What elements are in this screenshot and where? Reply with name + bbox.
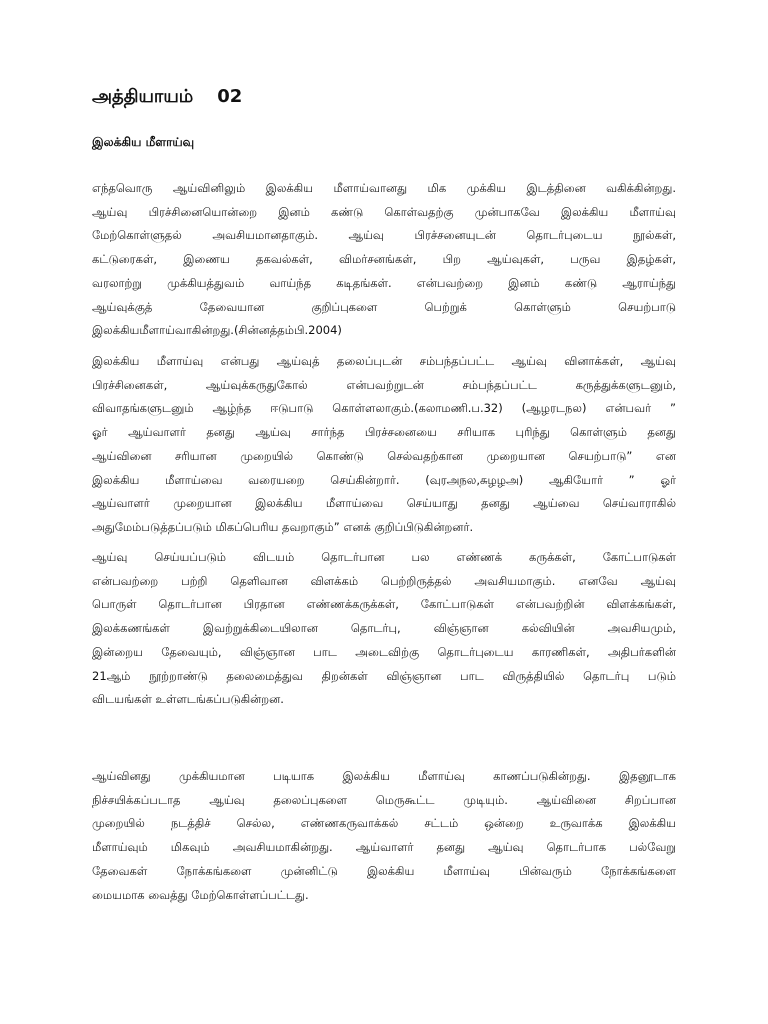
text-line: ஓர் ஆய்வாளர் தனது ஆய்வு சார்ந்த பிரச்சனையை சரியாக புரிந்து கொள்ளும் தனது <box>92 425 676 440</box>
text-line: பொருள் தொடர்பான பிரதான எண்ணக்கருக்கள், கோட்பாடுகள் என்பவற்றின் விளக்கங்கள், <box>92 597 676 612</box>
text-line: தேவைகள் நோக்கங்களை முன்னிட்டு இலக்கிய மீளாய்வு பின்வரும் நோக்கங்களை <box>92 863 676 878</box>
paragraph-4 <box>92 765 676 907</box>
text-line: ஆய்வு செய்யப்படும் விடயம் தொடர்பான பல எண்ணக் கருக்கள், கோட்பாடுகள் <box>92 550 676 564</box>
text-line: 21ஆம் நூற்றாண்டு தலைமைத்துவ திறன்கள் விஞ்ஞான பாட விருத்தியில் தொடர்பு படும் <box>92 668 676 683</box>
text-line: மையமாக வைத்து மேற்கொள்ளப்பட்டது. <box>92 887 309 902</box>
paragraph-1 <box>92 177 676 343</box>
chapter-label: அத்தியாயம் <box>92 86 194 107</box>
chapter-number: 02 <box>217 86 243 107</box>
text-line: ஆய்வினது முக்கியமான படியாக இலக்கிய மீளாய்வு காணப்படுகின்றது. இதனூடாக <box>92 769 676 783</box>
paragraph-3 <box>92 546 676 712</box>
text-line: இன்றைய தேவையும், விஞ்ஞான பாட அடைவிற்கு தொடர்புடைய காரணிகள், அதிபர்களின் <box>92 644 676 659</box>
text-line: இலக்கிய மீளாய்வு என்பது ஆய்வுத் தலைப்புடன் சம்பந்தப்பட்ட ஆய்வு வினாக்கள், ஆய்வு <box>92 354 676 368</box>
text-line: ஆய்வுக்குத் தேவையான குறிப்புகளை பெற்றுக் கொள்ளும் செயற்பாடு <box>92 299 676 314</box>
text-line: ஆய்வு பிரச்சினையொன்றை இனம் கண்டு கொள்வதற்கு முன்பாகவே இலக்கிய மீளாய்வு <box>92 204 676 219</box>
text-line: ஆய்வாளர் முறையான இலக்கிய மீளாய்வை செய்யாது தனது ஆய்வை செய்வாராகில் <box>92 496 676 511</box>
text-line: வரலாற்று முக்கியத்துவம் வாய்ந்த கடிதங்கள். என்பவற்றை இனம் கண்டு ஆராய்ந்து <box>92 275 676 290</box>
text-line: எந்தவொரு ஆய்வினிலும் இலக்கிய மீளாய்வானது மிக முக்கிய இடத்தினை வகிக்கின்றது. <box>92 181 676 195</box>
text-line: பிரச்சினைகள், ஆய்வுக்கருதுகோல் என்பவற்றுடன் சம்பந்தப்பட்ட கருத்துக்களுடனும், <box>92 377 676 392</box>
text-line: என்பவற்றை பற்றி தெளிவான விளக்கம் பெற்றிருத்தல் அவசியமாகும். எனவே ஆய்வு <box>92 573 676 588</box>
text-line: அதுமேம்படுத்தப்படும் மிகப்பெரிய தவறாகும்” எனக் குறிப்பிடுகின்றனர். <box>92 519 474 534</box>
text-line: இலக்கிய மீளாய்வை வரையறை செய்கின்றார். (வுரஅநல,சுழழஅ) ஆகியோர் ” ஓர் <box>92 472 676 487</box>
section-heading: இலக்கிய மீளாய்வு <box>92 135 195 149</box>
chapter-title <box>92 86 242 109</box>
text-line: நிச்சயிக்கப்படாத ஆய்வு தலைப்புகளை மெருகூட்ட முடியும். ஆய்வினை சிறப்பான <box>92 792 676 807</box>
text-line: விவாதங்களுடனும் ஆழ்ந்த ஈடுபாடு கொள்ளலாகும்.(கலாமணி.ப.32) (ஆழரடநல) என்பவர் ” <box>92 401 676 416</box>
text-line: ஆய்வினை சரியான முறையில் கொண்டு செல்வதற்கான முறையான செயற்பாடு” என <box>92 448 676 463</box>
text-line: இலக்கணங்கள் இவற்றுக்கிடையிலான தொடர்பு, விஞ்ஞான கல்வியின் அவசியமும், <box>92 621 676 636</box>
text-line: முறையில் நடத்திச் செல்ல, எண்ணகருவாக்கல் சட்டம் ஒன்றை உருவாக்க இலக்கிய <box>92 816 676 831</box>
paragraph-2 <box>92 350 676 540</box>
text-line: மேற்கொள்ளுதல் அவசியமானதாகும். ஆய்வு பிரச்சனையுடன் தொடர்புடைய நூல்கள், <box>92 228 676 243</box>
text-line: விடயங்கள் உள்ளடங்கப்படுகின்றன. <box>92 692 284 707</box>
text-line: கட்டுரைகள், இணைய தகவல்கள், விமர்சனங்கள், பிற ஆய்வுகள், பருவ இதழ்கள், <box>92 252 676 267</box>
text-line: இலக்கியமீளாய்வாகின்றது.(சின்னத்தம்பி.2004) <box>92 323 342 338</box>
text-line: மீளாய்வும் மிகவும் அவசியமாகின்றது. ஆய்வாளர் தனது ஆய்வு தொடர்பாக பல்வேறு <box>92 840 676 855</box>
